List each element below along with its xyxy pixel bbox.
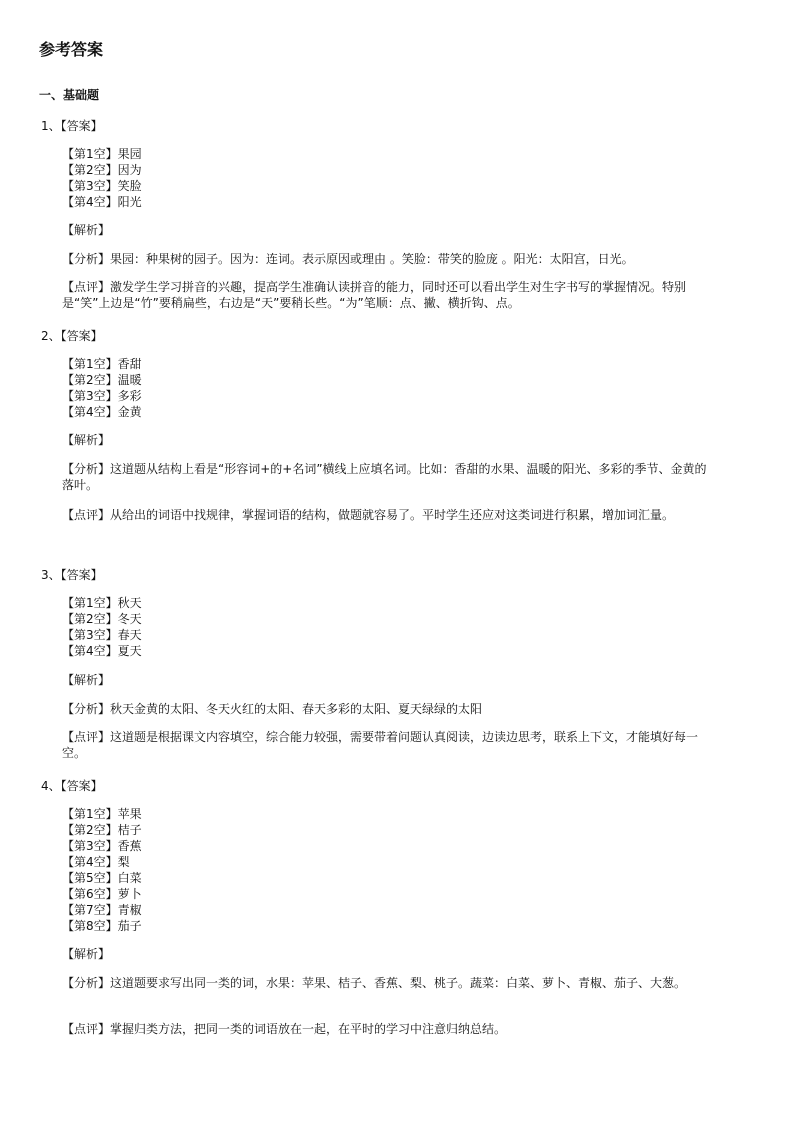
blank-answer: 【第2空】因为 bbox=[62, 163, 142, 177]
comment-text: 【点评】激发学生学习拼音的兴趣，提高学生准确认读拼音的能力，同时还可以看出学生对生字书写的掌握情况。特别是“笑”上边是“竹”要稍扁些，右边是“天”要稍长些。“为”笔顺：点、撇、横折钩、点。 bbox=[62, 280, 687, 310]
comment-text: 【点评】掌握归类方法，把同一类的词语放在一起，在平时的学习中注意归纳总结。 bbox=[62, 1022, 507, 1036]
question-4-heading: 4、【答案】 bbox=[41, 779, 103, 793]
question-3-dianping bbox=[62, 729, 712, 761]
analysis-text: 【分析】这道题要求写出同一类的词，水果：苹果、桔子、香蕉、梨、桃子。蔬菜：白菜、萝卜、青椒、茄子、大葱。 bbox=[62, 976, 687, 990]
blank-answer: 【第4空】阳光 bbox=[62, 195, 142, 209]
comment-text: 【点评】这道题是根据课文内容填空，综合能力较强，需要带着问题认真阅读，边读边思考，联系上下文，才能填好每一空。 bbox=[62, 730, 699, 760]
blank-answer: 【第5空】白菜 bbox=[62, 871, 142, 885]
question-2-jiexi: 【解析】 bbox=[62, 433, 111, 447]
blank-answer: 【第3空】笑脸 bbox=[62, 179, 142, 193]
blank-answer: 【第2空】冬天 bbox=[62, 612, 142, 626]
question-3-fenxi bbox=[62, 701, 722, 717]
question-4-blanks bbox=[62, 806, 722, 934]
blank-answer: 【第3空】春天 bbox=[62, 628, 142, 642]
blank-answer: 【第3空】香蕉 bbox=[62, 839, 142, 853]
analysis-text: 【分析】秋天金黄的太阳、冬天火红的太阳、春天多彩的太阳、夏天绿绿的太阳 bbox=[62, 702, 483, 716]
page-title: 参考答案 bbox=[39, 40, 104, 59]
blank-answer: 【第1空】苹果 bbox=[62, 807, 142, 821]
blank-answer: 【第7空】青椒 bbox=[62, 903, 142, 917]
blank-answer: 【第2空】温暖 bbox=[62, 373, 142, 387]
blank-answer: 【第4空】金黄 bbox=[62, 405, 142, 419]
blank-answer: 【第1空】果园 bbox=[62, 147, 142, 161]
blank-answer: 【第8空】茄子 bbox=[62, 919, 142, 933]
question-1-blanks bbox=[62, 146, 722, 210]
question-2-heading: 2、【答案】 bbox=[41, 329, 103, 343]
question-1-fenxi bbox=[62, 251, 722, 267]
blank-answer: 【第2空】桔子 bbox=[62, 823, 142, 837]
section-heading: 一、基础题 bbox=[39, 88, 100, 102]
question-4-dianping bbox=[62, 1021, 722, 1037]
analysis-text: 【分析】果园：种果树的园子。因为：连词。表示原因或理由 。笑脸：带笑的脸庞 。阳光：太阳宫，日光。 bbox=[62, 252, 634, 266]
question-2-blanks bbox=[62, 356, 722, 420]
comment-text: 【点评】从给出的词语中找规律，掌握词语的结构，做题就容易了。平时学生还应对这类词进行积累，增加词汇量。 bbox=[62, 508, 675, 522]
blank-answer: 【第6空】萝卜 bbox=[62, 887, 142, 901]
blank-answer: 【第4空】夏天 bbox=[62, 644, 142, 658]
blank-answer: 【第1空】秋天 bbox=[62, 596, 142, 610]
question-3-heading: 3、【答案】 bbox=[41, 568, 103, 582]
question-3-blanks bbox=[62, 595, 722, 659]
question-4-jiexi: 【解析】 bbox=[62, 947, 111, 961]
blank-answer: 【第4空】梨 bbox=[62, 855, 130, 869]
question-2-dianping bbox=[62, 507, 722, 523]
blank-answer: 【第3空】多彩 bbox=[62, 389, 142, 403]
question-3-jiexi: 【解析】 bbox=[62, 673, 111, 687]
question-1-heading: 1、【答案】 bbox=[41, 119, 103, 133]
question-4-fenxi bbox=[62, 975, 712, 991]
analysis-text: 【分析】这道题从结构上看是“形容词+的+名词”横线上应填名词。比如：香甜的水果、温暖的阳光、多彩的季节、金黄的落叶。 bbox=[62, 462, 707, 492]
question-2-fenxi bbox=[62, 461, 712, 493]
question-1-jiexi: 【解析】 bbox=[62, 223, 111, 237]
question-1-dianping bbox=[62, 279, 712, 311]
blank-answer: 【第1空】香甜 bbox=[62, 357, 142, 371]
